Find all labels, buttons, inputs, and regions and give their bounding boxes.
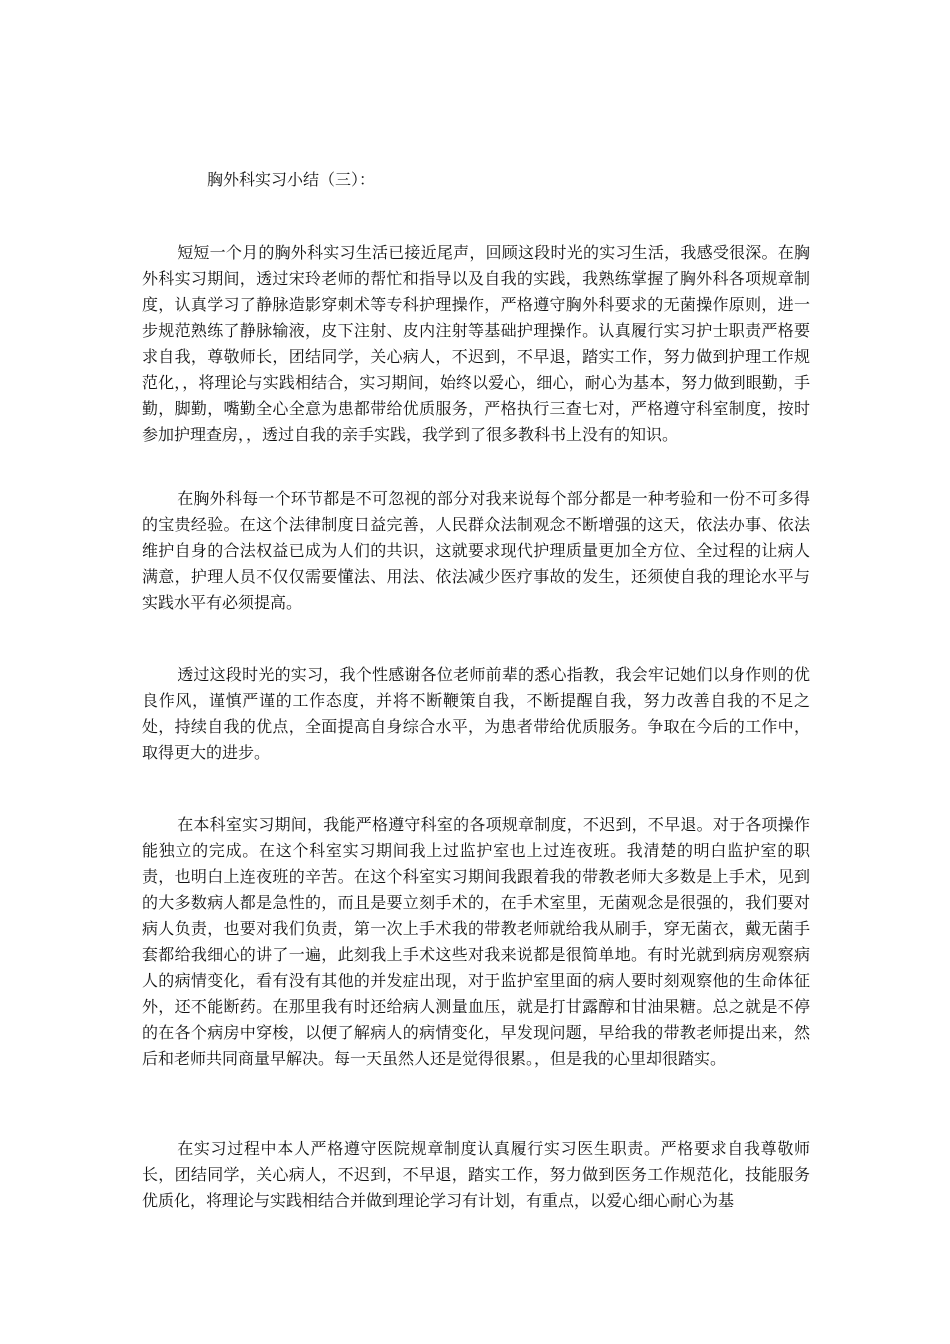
paragraph-4: 在本科室实习期间，我能严格遵守科室的各项规章制度，不迟到，不早退。对于各项操作能独立的完成。在这个科室实习期间我上过监护室也上过连夜班。我清楚的明白监护室的职责，也明白上连夜班的辛苦。在这个科室实习期间我跟着我的带教老师大多数是上手术，见到的大多数病人都是急性的，而且是要立刻手术的，在手术室里，无菌观念是很强的，我们要对病人负责，也要对我们负责，第一次上手术我的带教老师就给我从刷手，穿无菌衣，戴无菌手套都给我细心的讲了一遍，此刻我上手术这些对我来说都是很简单地。有时光就到病房观察病人的病情变化，看有没有其他的并发症出现，对于监护室里面的病人要时刻观察他的生命体征外，还不能断药。在那里我有时还给病人测量血压，就是打甘露醇和甘油果糖。总之就是不停的在各个病房中穿梭，以便了解病人的病情变化，早发现问题，早给我的带教老师提出来，然后和老师共同商量早解决。每一天虽然人还是觉得很累。，但是我的心里却很踏实。: [142, 815, 810, 1068]
paragraph-5: 在实习过程中本人严格遵守医院规章制度认真履行实习医生职责。严格要求自我尊敬师长，团结同学，关心病人，不迟到，不早退，踏实工作，努力做到医务工作规范化，技能服务优质化，将理论与实践相结合并做到理论学习有计划，有重点，以爱心细心耐心为基: [142, 1139, 810, 1210]
paragraph-3: 透过这段时光的实习，我个性感谢各位老师前辈的悉心指教，我会牢记她们以身作则的优良作风，谨慎严谨的工作态度，并将不断鞭策自我，不断提醒自我，努力改善自我的不足之处，持续自我的优点，全面提高自身综合水平，为患者带给优质服务。争取在今后的工作中，取得更大的进步。: [142, 665, 810, 762]
document-title: 胸外科实习小结（三）：: [207, 170, 376, 189]
paragraph-2: 在胸外科每一个环节都是不可忽视的部分对我来说每个部分都是一种考验和一份不可多得的宝贵经验。在这个法律制度日益完善，人民群众法制观念不断增强的这天，依法办事、依法维护自身的合法权益已成为人们的共识，这就要求现代护理质量更加全方位、全过程的让病人满意，护理人员不仅仅需要懂法、用法、依法减少医疗事故的发生，还须使自我的理论水平与实践水平有必须提高。: [142, 489, 810, 612]
paragraph-1: 短短一个月的胸外科实习生活已接近尾声，回顾这段时光的实习生活，我感受很深。在胸外科实习期间，透过宋玲老师的帮忙和指导以及自我的实践，我熟练掌握了胸外科各项规章制度，认真学习了静脉造影穿刺术等专科护理操作，严格遵守胸外科要求的无菌操作原则，进一步规范熟练了静脉输液，皮下注射、皮内注射等基础护理操作。认真履行实习护士职责严格要求自我，尊敬师长，团结同学，关心病人，不迟到，不早退，踏实工作，努力做到护理工作规范化，，将理论与实践相结合，实习期间，始终以爱心，细心，耐心为基本，努力做到眼勤，手勤，脚勤，嘴勤全心全意为患都带给优质服务，严格执行三查七对，严格遵守科室制度，按时参加护理查房，，透过自我的亲手实践，我学到了很多教科书上没有的知识。: [142, 243, 810, 444]
